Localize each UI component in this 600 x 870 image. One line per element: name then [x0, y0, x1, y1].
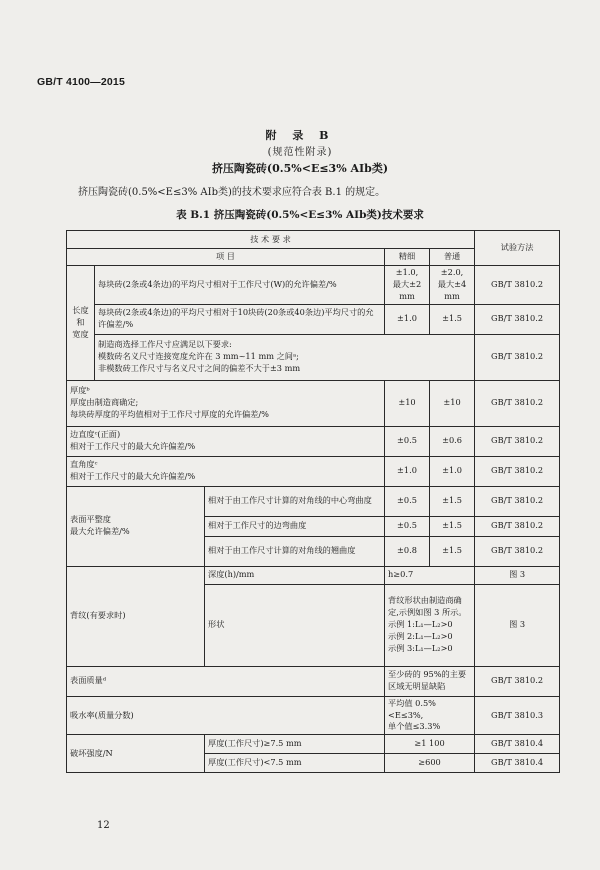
row14-desc: 厚度(工作尺寸)≥7.5 mm	[205, 735, 385, 754]
row5-method: GB/T 3810.2	[475, 426, 560, 456]
page-number: 12	[97, 820, 110, 831]
table-row	[67, 426, 560, 456]
row10-desc: 深度(h)/mm	[205, 566, 385, 584]
row5-common: ±0.6	[430, 426, 475, 456]
table-row	[67, 304, 560, 334]
intro-paragraph: 挤压陶瓷砖(0.5%<E≤3% AⅠb类)的技术要求应符合表 B.1 的规定。	[78, 187, 386, 198]
row4-fine: ±10	[385, 380, 430, 426]
row4-method: GB/T 3810.2	[475, 380, 560, 426]
row7-method: GB/T 3810.2	[475, 486, 560, 516]
row15-desc: 厚度(工作尺寸)<7.5 mm	[205, 754, 385, 773]
requirements-table	[66, 230, 560, 773]
row7-fine: ±0.5	[385, 486, 430, 516]
row11-value: 背纹形状由制造商确定,示例如图 3 所示。 示例 1:L₁—L₂>0 示例 2:L₁—L₂>0 示例 3:L₁—L₂>0	[385, 584, 475, 666]
row4-desc: 厚度ᵇ 厚度由制造商确定; 每块砖厚度的平均值相对于工作尺寸厚度的允许偏差/%	[67, 380, 385, 426]
group-flatness: 表面平整度 最大允许偏差/%	[67, 486, 205, 566]
row13-desc: 吸水率(质量分数)	[67, 696, 385, 735]
table-row	[67, 666, 560, 696]
table-row	[67, 380, 560, 426]
row7-common: ±1.5	[430, 486, 475, 516]
row2-common: ±1.5	[430, 304, 475, 334]
header-method: 试验方法	[475, 231, 560, 266]
header-common: 普通	[430, 249, 475, 266]
row10-value: h≥0.7	[385, 566, 475, 584]
row1-desc: 每块砖(2条或4条边)的平均尺寸相对于工作尺寸(W)的允许偏差/%	[95, 266, 385, 305]
row12-desc: 表面质量ᵈ	[67, 666, 385, 696]
group-length: 长度 和 宽度	[67, 266, 95, 381]
row8-method: GB/T 3810.2	[475, 516, 560, 536]
header-fine: 精细	[385, 249, 430, 266]
row9-common: ±1.5	[430, 536, 475, 566]
row6-fine: ±1.0	[385, 456, 430, 486]
table-caption: 表 B.1 挤压陶瓷砖(0.5%<E≤3% AⅠb类)技术要求	[176, 209, 424, 221]
table-row	[67, 696, 560, 735]
row8-desc: 相对于工作尺寸的边弯曲度	[205, 516, 385, 536]
row10-method: 图 3	[475, 566, 560, 584]
row12-method: GB/T 3810.2	[475, 666, 560, 696]
row3-method: GB/T 3810.2	[475, 334, 560, 380]
row15-value: ≥600	[385, 754, 475, 773]
row13-value: 平均值 0.5%<E≤3%, 单个值≤3.3%	[385, 696, 475, 735]
row2-fine: ±1.0	[385, 304, 430, 334]
row12-value: 至少砖的 95%的主要区域无明显缺陷	[385, 666, 475, 696]
row3-desc: 制造商选择工作尺寸应满足以下要求: 模数砖名义尺寸连接宽度允许在 3 mm~11 mm 之间ᵃ; 非模数砖工作尺寸与名义尺寸之间的偏差不大于±3 mm	[95, 334, 475, 380]
row4-common: ±10	[430, 380, 475, 426]
row2-desc: 每块砖(2条或4条边)的平均尺寸相对于10块砖(20条或40条边)平均尺寸的允许偏差/%	[95, 304, 385, 334]
row8-common: ±1.5	[430, 516, 475, 536]
table-row	[67, 566, 560, 584]
row14-value: ≥1 100	[385, 735, 475, 754]
row13-method: GB/T 3810.3	[475, 696, 560, 735]
row2-method: GB/T 3810.2	[475, 304, 560, 334]
row11-method: 图 3	[475, 584, 560, 666]
row9-desc: 相对于由工作尺寸计算的对角线的翘曲度	[205, 536, 385, 566]
appendix-heading: 挤压陶瓷砖(0.5%<E≤3% AⅠb类)	[211, 162, 389, 175]
header-tech: 技 术 要 求	[67, 231, 475, 249]
row6-desc: 直角度ᶜ 相对于工作尺寸的最大允许偏差/%	[67, 456, 385, 486]
row14-method: GB/T 3810.4	[475, 735, 560, 754]
row6-common: ±1.0	[430, 456, 475, 486]
table-row	[67, 266, 560, 305]
group-breaking-strength: 破坏强度/N	[67, 735, 205, 773]
row6-method: GB/T 3810.2	[475, 456, 560, 486]
group-back-pattern: 背纹(有要求时)	[67, 566, 205, 666]
row9-method: GB/T 3810.2	[475, 536, 560, 566]
row5-fine: ±0.5	[385, 426, 430, 456]
row8-fine: ±0.5	[385, 516, 430, 536]
row1-fine: ±1.0, 最大±2 mm	[385, 266, 430, 305]
row7-desc: 相对于由工作尺寸计算的对角线的中心弯曲度	[205, 486, 385, 516]
row11-desc: 形状	[205, 584, 385, 666]
table-row	[67, 486, 560, 516]
row1-method: GB/T 3810.2	[475, 266, 560, 305]
table-row	[67, 334, 560, 380]
table-row	[67, 456, 560, 486]
row5-desc: 边直度ᶜ(正面) 相对于工作尺寸的最大允许偏差/%	[67, 426, 385, 456]
table-row	[67, 735, 560, 754]
appendix-title: 附 录 B	[265, 129, 335, 142]
row1-common: ±2.0, 最大±4 mm	[430, 266, 475, 305]
appendix-subtitle: (规范性附录)	[267, 147, 333, 158]
row9-fine: ±0.8	[385, 536, 430, 566]
standard-number: GB/T 4100—2015	[37, 76, 126, 88]
row15-method: GB/T 3810.4	[475, 754, 560, 773]
header-item: 项 目	[67, 249, 385, 266]
